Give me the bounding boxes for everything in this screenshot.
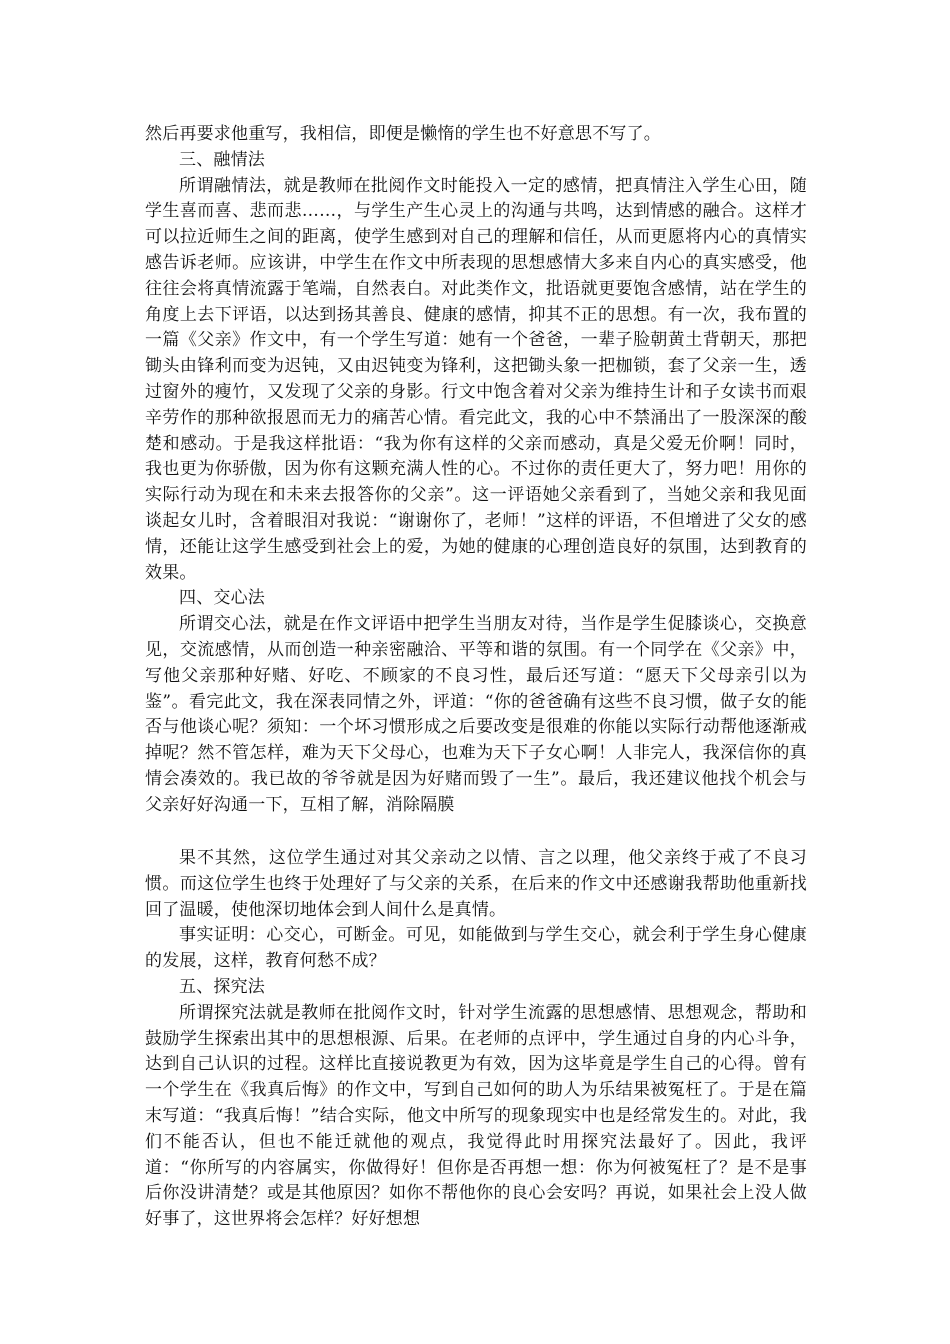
- text-block-lower: [145, 846, 807, 1233]
- section-heading-tanjiu: 五、探究法: [179, 976, 265, 997]
- paragraph-fact: 事实证明：心交心，可断金。可见，如能做到与学生交心，就会利于学生身心健康的发展，这样，教育何愁不成？: [145, 925, 807, 972]
- section-heading-rongqing: 三、融情法: [179, 149, 265, 170]
- paragraph-rongqing: 所谓融情法，就是教师在批阅作文时能投入一定的感情，把真情注入学生心田，随学生喜而喜、悲而悲……，与学生产生心灵上的沟通与共鸣，达到情感的融合。这样才可以拉近师生之间的距离，使学生感到对自己的理解和信任，从而更愿将内心的真情实感告诉老师。应该讲，中学生在作文中所表现的思想感情大多来自内心的真实感受，他往往会将真情流露于笔端，自然表白。对此类作文，批语就更要饱含感情，站在学生的角度上去下评语，以达到扬其善良、健康的感情，抑其不正的思想。有一次，我布置的一篇《父亲》作文中，有一个学生写道：她有一个爸爸，一辈子脸朝黄土背朝天，那把锄头由锋利而变为迟钝，又由迟钝变为锋利，这把锄头象一把枷锁，套了父亲一生，透过窗外的瘦竹，又发现了父亲的身影。行文中饱含着对父亲为维持生计和子女读书而艰辛劳作的那种欲报恩而无力的痛苦心情。看完此文，我的心中不禁涌出了一股深深的酸楚和感动。于是我这样批语：“我为你有这样的父亲而感动，真是父爱无价啊！同时，我也更为你骄傲，因为你有这颗充满人性的心。不过你的责任更大了，努力吧！用你的实际行动为现在和未来去报答你的父亲”。这一评语她父亲看到了，当她父亲和我见面谈起女儿时，含着眼泪对我说：“谢谢你了，老师！”这样的评语，不但增进了父女的感情，还能让这学生感受到社会上的爱，为她的健康的心理创造良好的氛围，达到教育的效果。: [145, 175, 807, 583]
- paragraph-tanjiu: 所谓探究法就是教师在批阅作文时，针对学生流露的思想感情、思想观念，帮助和鼓励学生探索出其中的思想根源、后果。在老师的点评中，学生通过自身的内心斗争，达到自己认识的过程。这样比直接说教更为有效，因为这毕竟是学生自己的心得。曾有一个学生在《我真后悔》的作文中，写到自己如何的助人为乐结果被冤枉了。于是在篇末写道：“我真后悔！”结合实际，他文中所写的现象现实中也是经常发生的。对此，我们不能否认，但也不能迁就他的观点，我觉得此时用探究法最好了。因此，我评道：“你所写的内容属实，你做得好！但你是否再想一想：你为何被冤枉了？是不是事后你没讲清楚？或是其他原因？如你不帮他你的良心会安吗？再说，如果社会上没人做好事了，这世界将会怎样？好好想想: [145, 1002, 807, 1230]
- text-block-upper: [145, 122, 807, 819]
- paragraph-continuation: 然后再要求他重写，我相信，即便是懒惰的学生也不好意思不写了。: [145, 124, 661, 144]
- paragraph-result: 果不其然，这位学生通过对其父亲动之以情、言之以理，他父亲终于戒了不良习惯。而这位学生也终于处理好了与父亲的关系，在后来的作文中还感谢我帮助他重新找回了温暖，使他深切地体会到人间什么是真情。: [145, 848, 807, 920]
- section-heading-jiaoxin: 四、交心法: [179, 588, 265, 609]
- paragraph-jiaoxin: 所谓交心法，就是在作文评语中把学生当朋友对待，当作是学生促膝谈心，交换意见，交流感情，从而创造一种亲密融洽、平等和谐的氛围。有一个同学在《父亲》中，写他父亲那种好赌、好吃、不顾家的不良习性，最后还写道：“愿天下父母亲引以为鉴”。看完此文，我在深表同情之外，评道：“你的爸爸确有这些不良习惯，做子女的能否与他谈心呢？须知：一个坏习惯形成之后要改变是很难的你能以实际行动帮他逐渐戒掉呢？然不管怎样，难为天下父母心，也难为天下子女心啊！人非完人，我深信你的真情会凑效的。我已故的爷爷就是因为好赌而毁了一生”。最后，我还建议他找个机会与父亲好好沟通一下，互相了解，消除隔膜: [145, 614, 807, 815]
